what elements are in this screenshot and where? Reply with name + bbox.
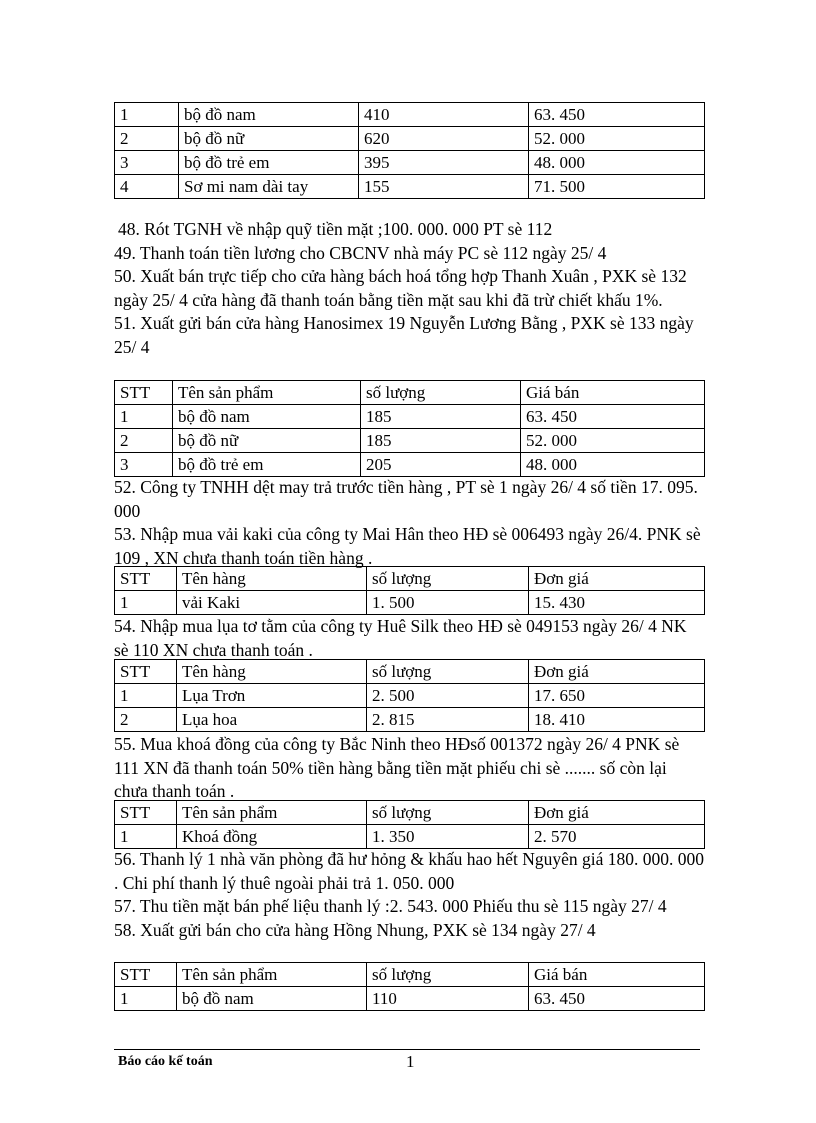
table-cell: 1: [115, 684, 177, 708]
table-cell: 63. 450: [521, 405, 705, 429]
table-cell: bộ đồ trẻ em: [173, 453, 361, 477]
table-cell: 1: [115, 103, 179, 127]
table-header-row: [115, 567, 705, 591]
table-cell: 63. 450: [529, 103, 705, 127]
footer-divider: [114, 1049, 700, 1050]
column-header: STT: [115, 801, 177, 825]
product-table-continued: [114, 102, 704, 199]
table-cell: vải Kaki: [177, 591, 367, 615]
table-entry-55: [114, 800, 704, 849]
table: [114, 659, 705, 732]
table-cell: 2. 570: [529, 825, 705, 849]
table-cell: Lụa hoa: [177, 708, 367, 732]
table-header-row: [115, 660, 705, 684]
table-cell: 110: [367, 987, 529, 1011]
column-header: Đơn giá: [529, 660, 705, 684]
table-row: [115, 405, 705, 429]
column-header: số lượng: [367, 567, 529, 591]
table-row: [115, 825, 705, 849]
table-cell: bộ đồ nam: [177, 987, 367, 1011]
table-row: [115, 684, 705, 708]
table-row: [115, 708, 705, 732]
table-header-row: [115, 801, 705, 825]
entries-56-58: [114, 848, 704, 942]
column-header: Tên sản phẩm: [177, 963, 367, 987]
table-cell: Khoá đồng: [177, 825, 367, 849]
column-header: Tên hàng: [177, 567, 367, 591]
entry-57: 57. Thu tiền mặt bán phế liệu thanh lý :2. 543. 000 Phiếu thu sè 115 ngày 27/ 4: [114, 896, 667, 916]
entry-51: 51. Xuất gửi bán cửa hàng Hanosimex 19 Nguyễn Lương Bằng , PXK sè 133 ngày 25/ 4: [114, 313, 694, 357]
column-header: số lượng: [367, 963, 529, 987]
entries-52-53: [114, 476, 704, 570]
table-cell: Lụa Trơn: [177, 684, 367, 708]
column-header: Đơn giá: [529, 801, 705, 825]
table-cell: 1: [115, 591, 177, 615]
table-row: [115, 151, 705, 175]
table-cell: 3: [115, 151, 179, 175]
table-cell: 185: [361, 405, 521, 429]
table-cell: 205: [361, 453, 521, 477]
entry-52: 52. Công ty TNHH dệt may trả trước tiền hàng , PT sè 1 ngày 26/ 4 số tiền 17. 095. 000: [114, 477, 698, 521]
column-header: số lượng: [367, 660, 529, 684]
table-cell: bộ đồ nam: [179, 103, 359, 127]
table-header-row: [115, 381, 705, 405]
table-cell: 1: [115, 987, 177, 1011]
table-cell: 48. 000: [521, 453, 705, 477]
entries-55: [114, 733, 704, 804]
table-cell: 52. 000: [529, 127, 705, 151]
column-header: Giá bán: [521, 381, 705, 405]
footer-title: Báo cáo kế toán: [118, 1054, 213, 1069]
table-cell: 63. 450: [529, 987, 705, 1011]
table-cell: bộ đồ nữ: [173, 429, 361, 453]
table-row: [115, 987, 705, 1011]
table-cell: 2. 815: [367, 708, 529, 732]
table-cell: 620: [359, 127, 529, 151]
column-header: STT: [115, 660, 177, 684]
table-cell: 185: [361, 429, 521, 453]
entry-55: 55. Mua khoá đồng của công ty Bắc Ninh theo HĐsố 001372 ngày 26/ 4 PNK sè 111 XN đã thanh toán 50% tiền hàng bằng tiền mặt phiếu chi sè ....... số còn lại chưa thanh toán .: [114, 734, 680, 801]
entries-48-51: [114, 218, 704, 359]
table-cell: 48. 000: [529, 151, 705, 175]
column-header: số lượng: [367, 801, 529, 825]
table-cell: Sơ mi nam dài tay: [179, 175, 359, 199]
table-cell: 18. 410: [529, 708, 705, 732]
entries-54: [114, 615, 704, 662]
column-header: STT: [115, 381, 173, 405]
table: [114, 102, 705, 199]
column-header: số lượng: [361, 381, 521, 405]
table-cell: 15. 430: [529, 591, 705, 615]
table-row: [115, 127, 705, 151]
table-row: [115, 175, 705, 199]
table-cell: 52. 000: [521, 429, 705, 453]
column-header: Tên sản phẩm: [177, 801, 367, 825]
table: [114, 800, 705, 849]
column-header: Đơn giá: [529, 567, 705, 591]
table-cell: 2: [115, 708, 177, 732]
table-row: [115, 429, 705, 453]
table-cell: 1: [115, 405, 173, 429]
entry-48: 48. Rót TGNH về nhập quỹ tiền mặt ;100. 000. 000 PT sè 112: [118, 219, 553, 239]
table-cell: 1. 500: [367, 591, 529, 615]
table-cell: 395: [359, 151, 529, 175]
column-header: STT: [115, 963, 177, 987]
column-header: Giá bán: [529, 963, 705, 987]
entry-58: 58. Xuất gửi bán cho cửa hàng Hồng Nhung, PXK sè 134 ngày 27/ 4: [114, 919, 596, 940]
entry-53: 53. Nhập mua vải kaki của công ty Mai Hân theo HĐ sè 006493 ngày 26/4. PNK sè 109 , XN chưa thanh toán tiền hàng .: [114, 524, 701, 568]
table: [114, 566, 705, 615]
table-cell: bộ đồ trẻ em: [179, 151, 359, 175]
table-cell: bộ đồ nam: [173, 405, 361, 429]
table-cell: 2. 500: [367, 684, 529, 708]
table-cell: 17. 650: [529, 684, 705, 708]
table: [114, 380, 705, 477]
entry-54: 54. Nhập mua lụa tơ tằm của công ty Huê Silk theo HĐ sè 049153 ngày 26/ 4 NK sè 110 XN chưa thanh toán .: [114, 616, 687, 660]
table-entry-51: [114, 380, 704, 477]
table-entry-58: [114, 962, 704, 1011]
column-header: Tên sản phẩm: [173, 381, 361, 405]
table-header-row: [115, 963, 705, 987]
column-header: Tên hàng: [177, 660, 367, 684]
table-entry-54: [114, 659, 704, 732]
table-cell: 1. 350: [367, 825, 529, 849]
table-cell: 3: [115, 453, 173, 477]
table-row: [115, 453, 705, 477]
page-number: 1: [406, 1052, 415, 1071]
entry-49: 49. Thanh toán tiền lương cho CBCNV nhà máy PC sè 112 ngày 25/ 4: [114, 242, 607, 263]
table-cell: 1: [115, 825, 177, 849]
column-header: STT: [115, 567, 177, 591]
table-cell: 71. 500: [529, 175, 705, 199]
table-cell: 4: [115, 175, 179, 199]
table: [114, 962, 705, 1011]
table-cell: bộ đồ nữ: [179, 127, 359, 151]
table-cell: 410: [359, 103, 529, 127]
entry-56: 56. Thanh lý 1 nhà văn phòng đã hư hỏng & khấu hao hết Nguyên giá 180. 000. 000 . Chi phí thanh lý thuê ngoài phải trả 1. 050. 000: [114, 849, 704, 893]
table-cell: 2: [115, 429, 173, 453]
table-row: [115, 591, 705, 615]
entry-50: 50. Xuất bán trực tiếp cho cửa hàng bách hoá tổng hợp Thanh Xuân , PXK sè 132 ngày 25/ 4 cửa hàng đã thanh toán bằng tiền mặt sau khi đã trừ chiết khấu 1%.: [114, 266, 687, 310]
table-cell: 155: [359, 175, 529, 199]
table-row: [115, 103, 705, 127]
table-cell: 2: [115, 127, 179, 151]
table-entry-53: [114, 566, 704, 615]
